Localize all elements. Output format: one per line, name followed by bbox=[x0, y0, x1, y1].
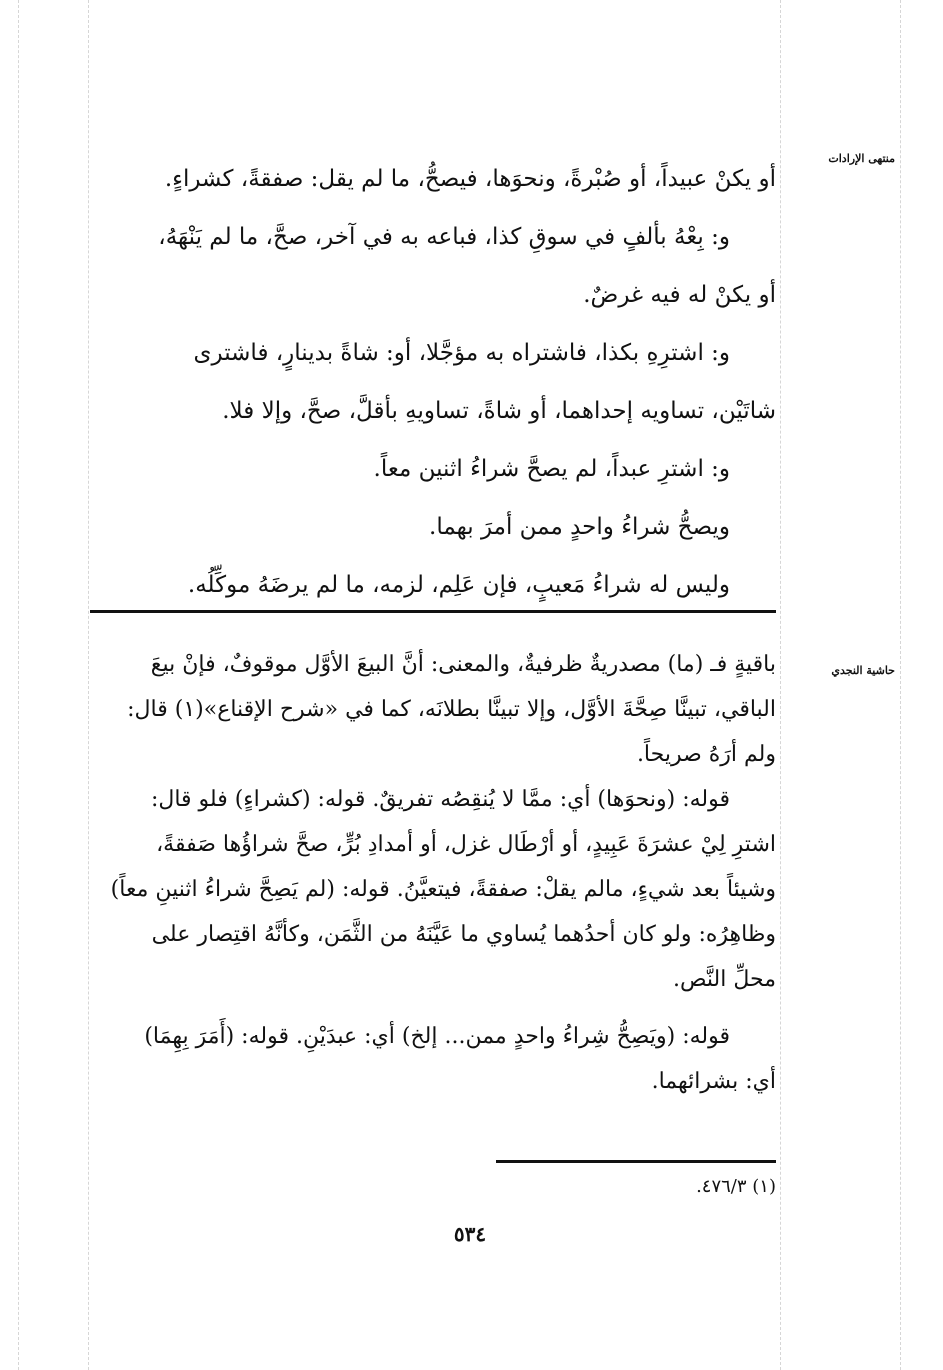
main-line: ويصحُّ شراءُ واحدٍ ممن أمرَ بهما. bbox=[429, 514, 730, 540]
gloss-line: قوله: (ويَصِحُّ شِراءُ واحدٍ ممن... إلخ) أي: عبدَيْنِ. قوله: (أَمَرَ بِهِمَا) bbox=[144, 1024, 730, 1049]
gloss-line: الباقي، تبينَّا صِحَّةَ الأوَّل، وإلا تبينَّا بطلانَه، كما في «شرح الإقناع»(١) قال: bbox=[127, 697, 776, 722]
footnote-divider bbox=[496, 1160, 776, 1163]
page-number: ٥٣٤ bbox=[453, 1222, 487, 1246]
gloss-line: وشيئاً بعد شيءٍ، مالم يقلْ: صفقةً، فيتعيَّنُ. قوله: (لم يَصِحَّ شراءُ اثنينِ معاً) bbox=[110, 877, 776, 902]
margin-label-main: منتهى الإرادات bbox=[828, 152, 895, 165]
gloss-line: باقيةٍ فـ (ما) مصدريةٌ ظرفيةٌ، والمعنى: أنَّ البيعَ الأوَّل موقوفٌ، فإنْ بيعَ bbox=[150, 652, 776, 677]
main-divider bbox=[90, 610, 776, 613]
main-line: أو يكنْ له فيه غرضٌ. bbox=[583, 282, 776, 308]
gloss-line: قوله: (ونحوَها) أي: ممَّا لا يُنقِصُه تفريقٌ. قوله: (كشراءٍ) فلو قال: bbox=[150, 787, 730, 812]
main-line: شاتَيْن، تساويه إحداهما، أو شاةً، تساويهِ بأقلَّ، صحَّ، وإلا فلا. bbox=[222, 398, 776, 424]
page-guide-line bbox=[900, 0, 901, 1370]
gloss-line: اشترِ لِيْ عشرَةَ عَبِيدٍ، أو أرْطَال غزل، أو أمدادِ بُرٍّ، صحَّ شراؤُها صَفقةً، bbox=[156, 832, 776, 857]
main-line: و: اشترِهِ بكذا، فاشتراه به مؤجَّلا، أو: شاةً بدينارٍ، فاشترى bbox=[193, 340, 730, 366]
page-guide-line bbox=[18, 0, 19, 1370]
gloss-text-block bbox=[90, 642, 776, 1104]
main-text-block bbox=[90, 150, 776, 614]
main-line: أو يكنْ عبيداً، أو صُبْرةً، ونحوَها، فيصحُّ، ما لم يقل: صفقةً، كشراءٍ. bbox=[164, 166, 776, 192]
footnote: (١) ٤٧٦/٣. bbox=[696, 1176, 776, 1197]
main-line: و: اشترِ عبداً، لم يصحَّ شراءُ اثنين معاً. bbox=[373, 456, 730, 482]
main-line: و: بِعْهُ بألفٍ في سوقِ كذا، فباعه به في آخر، صحَّ، ما لم يَنْهَهُ، bbox=[158, 224, 730, 250]
main-line: وليس له شراءُ مَعيبٍ، فإن عَلِم، لزمه، ما لم يرضَهُ موكِّلُه. bbox=[187, 572, 730, 598]
page-guide-line bbox=[88, 0, 89, 1370]
gloss-line: وظاهِرُه: ولو كان أحدُهما يُساوي ما عَيَّنَهُ من الثَّمَن، وكأنَّهُ اقتِصار على bbox=[151, 922, 776, 947]
gloss-line: محلِّ النَّص. bbox=[672, 967, 776, 992]
page-guide-line bbox=[780, 0, 781, 1370]
gloss-line: أي: بشرائهما. bbox=[651, 1069, 776, 1094]
gloss-line: ولم أرَهُ صريحاً. bbox=[636, 742, 776, 767]
margin-label-gloss: حاشية النجدي bbox=[831, 664, 895, 677]
